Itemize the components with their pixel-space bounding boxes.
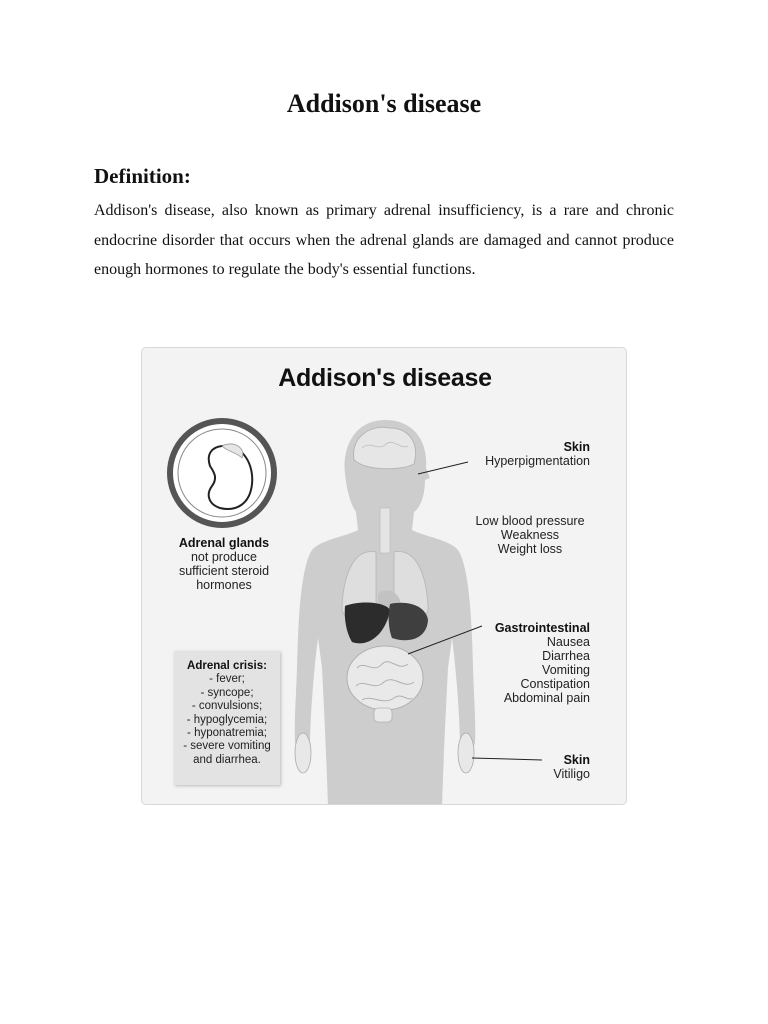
figure-title: Addison's disease <box>278 364 492 392</box>
document-title: Addison's disease <box>286 89 482 118</box>
left-hand <box>295 733 311 773</box>
general-symptoms-label: Low blood pressure Weakness Weight loss <box>475 514 585 556</box>
addisons-infographic <box>141 347 627 805</box>
skin-top-label: Skin Hyperpigmentation <box>485 440 590 468</box>
definition-heading: Definition: <box>94 164 191 188</box>
definition-paragraph: Addison's disease, also known as primary adrenal insufficiency, is a rare and chronic endocrine disorder that occurs when the adrenal glands are damaged and cannot produce enough hormones to regulate the body's essential functions. <box>94 202 674 278</box>
gastro-label: Gastrointestinal Nausea Diarrhea Vomiting Constipation Abdominal pain <box>494 621 590 705</box>
trachea <box>380 508 390 553</box>
adrenal-label: Adrenal glands not produce sufficient steroid hormones <box>178 536 270 592</box>
adrenal-crisis-box: Adrenal crisis: - fever; - syncope; - convulsions; - hypoglycemia; - hyponatremia; - severe vomiting and diarrhea. <box>174 651 280 785</box>
skin-bottom-label: Skin Vitiligo <box>553 753 590 781</box>
